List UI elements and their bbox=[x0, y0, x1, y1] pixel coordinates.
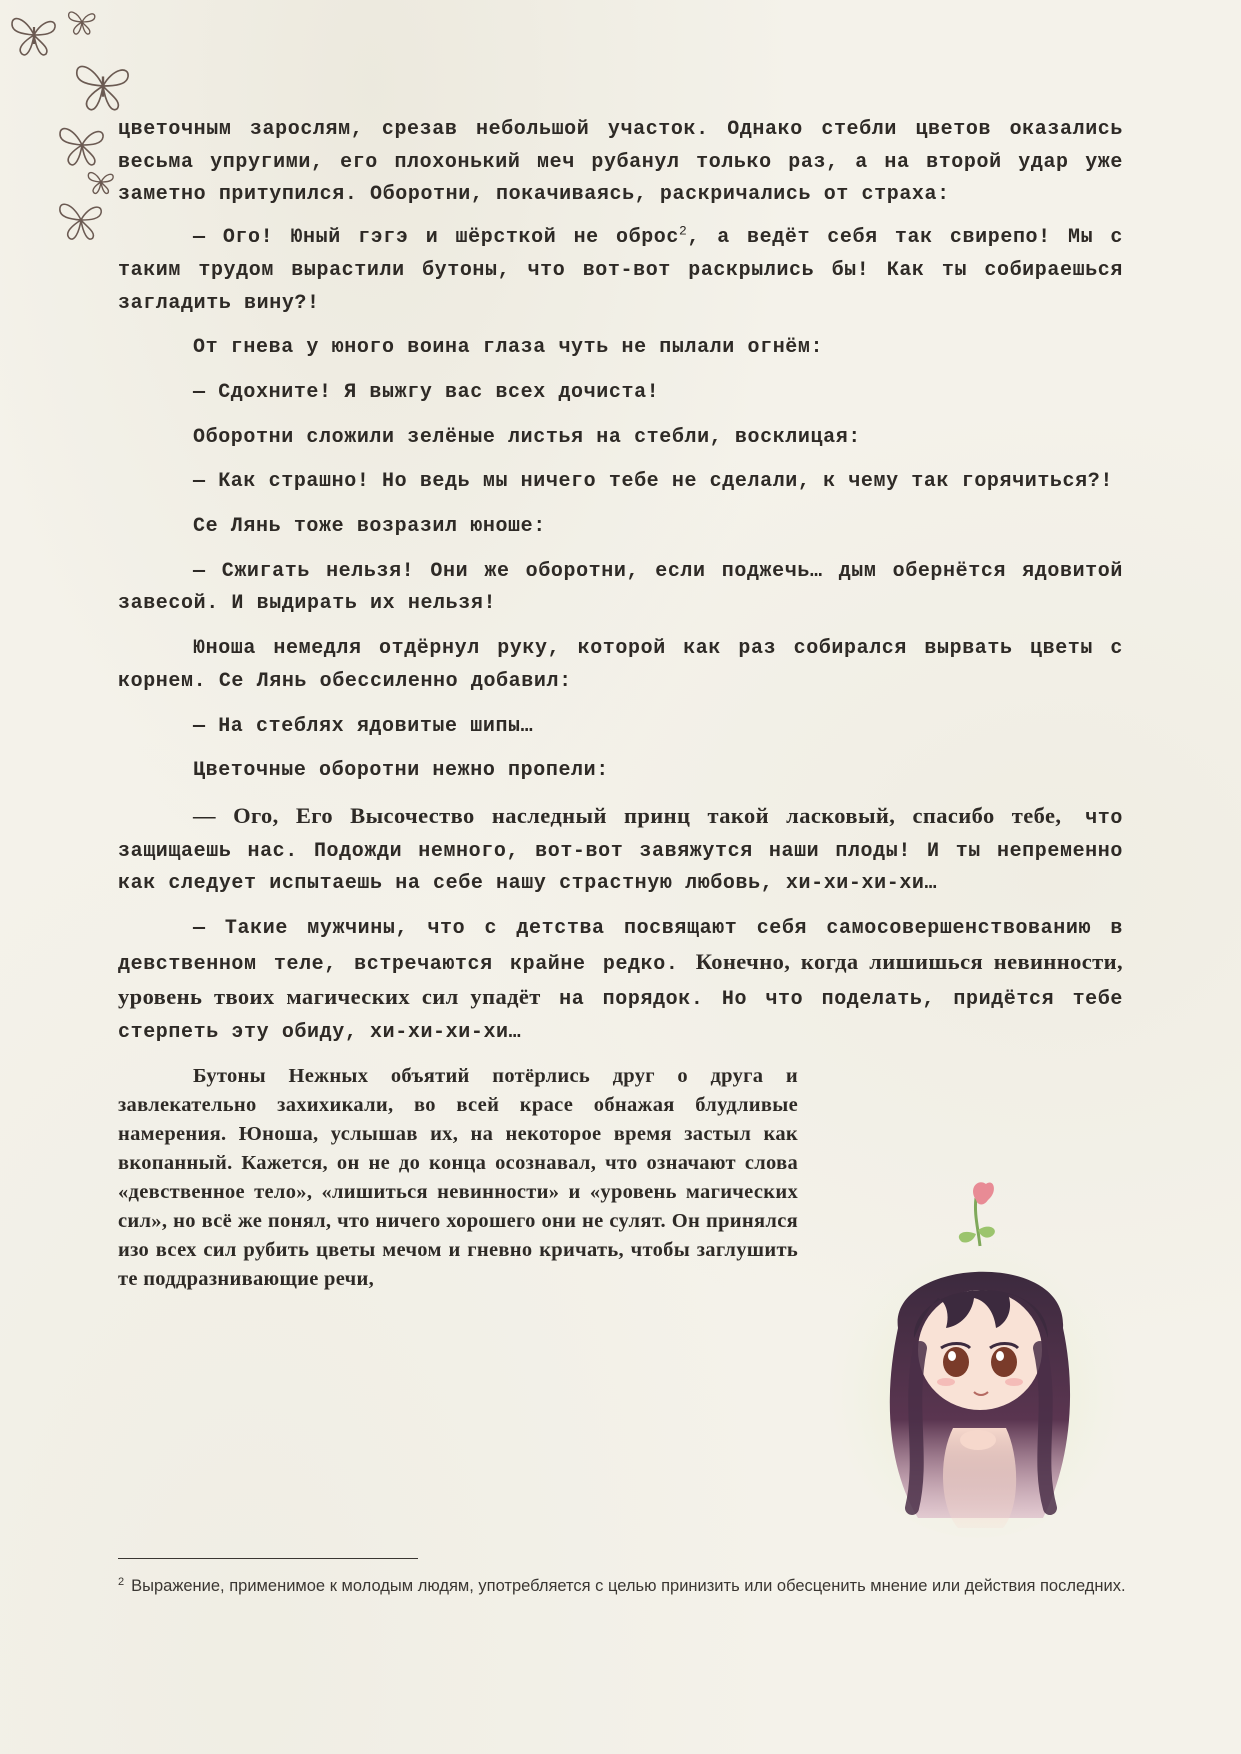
butterfly-icon bbox=[56, 196, 106, 244]
chibi-flower-girl-illustration bbox=[828, 1178, 1128, 1538]
dialogue-text: на порядок. Но что поделать, придётся тебе стерпеть эту обиду, хи-хи-хи-хи… bbox=[118, 988, 1123, 1045]
paragraph bbox=[118, 222, 1123, 320]
footnote-text: Выражение, применимое к молодым людям, употребляется с целью принизить или обесценить мнение или действия последних. bbox=[131, 1577, 1126, 1595]
dialogue-text: — Ого! Юный гэгэ и шёрсткой не оброс bbox=[193, 226, 679, 250]
paragraph: — На стеблях ядовитые шипы… bbox=[193, 714, 534, 738]
paragraph: Юноша немедля отдёрнул руку, которой как раз собирался вырвать цветы с корнем. Се Лянь обессиленно добавил: bbox=[118, 637, 1123, 693]
butterfly-icon bbox=[66, 8, 98, 36]
paragraph: — Сжигать нельзя! Они же оборотни, если поджечь… дым обернётся ядовитой завесой. И выдирать их нельзя! bbox=[118, 559, 1123, 616]
paragraph bbox=[118, 913, 1123, 1050]
paragraph: Бутоны Нежных объятий потёрлись друг о друга и завлекательно захихикали, во всей красе обнажая блудливые намерения. Юноша, услышав их, на некоторое время застыл как вкопанный. Кажется, он не до конца осознавал, что означают слова «девственное тело», «лишиться невинности» и «уровень магических сил», но всё же понял, что ничего хорошего они не сулят. Он принялся изо всех сил рубить цветы мечом и гневно кричать, чтобы заглушить те поддразнивающие речи, bbox=[118, 1064, 798, 1290]
footnote-marker: 2 bbox=[118, 1575, 125, 1588]
dialogue-text: — Такие мужчины, что с детства посвящают себя самосовершенствованию в девственном теле, встречаются крайне редко. bbox=[118, 917, 1123, 976]
paragraph: Цветочные оборотни нежно пропели: bbox=[193, 759, 609, 783]
footnote-ref[interactable]: 2 bbox=[679, 223, 688, 239]
dialogue-text: что защищаешь нас. Подожди немного, вот-вот завяжутся наши плоды! И ты непременно как следует испытаешь на себе нашу страстную любовь, хи-хи-хи-хи… bbox=[118, 806, 1123, 896]
butterfly-icon bbox=[8, 12, 60, 58]
butterfly-icon bbox=[72, 56, 134, 116]
body-text bbox=[118, 114, 1123, 1294]
paragraph bbox=[118, 800, 1123, 901]
paragraph: От гнева у юного воина глаза чуть не пылали огнём: bbox=[193, 336, 824, 360]
paragraph: цветочным зарослям, срезав небольшой участок. Однако стебли цветов оказались весьма упругими, его плохонький меч рубанул только раз, а на второй удар уже заметно притупился. Оборотни, покачиваясь, раскричались от страха: bbox=[118, 118, 1123, 207]
dialogue-text: Конечно, когда лишишься невинности, уровень твоих магических сил упадёт bbox=[118, 948, 1123, 1010]
paragraph: Се Лянь тоже возразил юноше: bbox=[193, 515, 546, 539]
butterfly-icon bbox=[56, 120, 108, 170]
dialogue-text: , а ведёт себя так свирепо! Мы с таким трудом вырастили бутоны, что вот-вот раскрылись бы! Как ты собираешься загладить вину?! bbox=[118, 226, 1123, 315]
butterfly-icon bbox=[86, 168, 116, 196]
paragraph: — Как страшно! Но ведь мы ничего тебе не сделали, к чему так горячиться?! bbox=[193, 470, 1113, 494]
footnote bbox=[118, 1570, 1128, 1602]
dialogue-text: — Ого, Его Высочество наследный принц такой ласковый, спасибо тебе, bbox=[193, 802, 1062, 828]
paragraph: Оборотни сложили зелёные листья на стебли, восклицая: bbox=[193, 425, 861, 449]
footnote-divider bbox=[118, 1558, 418, 1559]
paragraph: — Сдохните! Я выжгу вас всех дочиста! bbox=[193, 380, 660, 404]
